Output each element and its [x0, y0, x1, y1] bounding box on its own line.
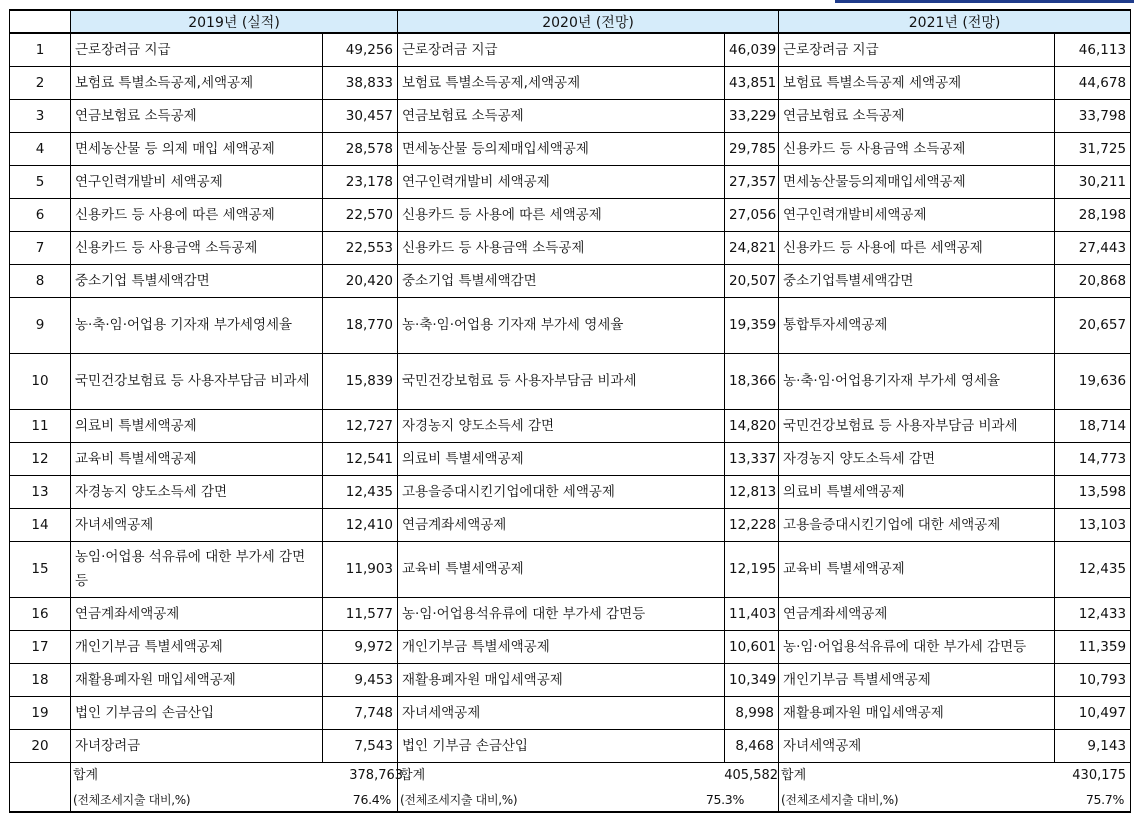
item-value-2021: 20,868 — [1055, 264, 1131, 297]
rank-cell: 10 — [10, 353, 71, 409]
table-row — [10, 729, 1131, 762]
item-value-2020: 12,195 — [725, 541, 779, 597]
total-value-2019: 378,763 — [349, 767, 404, 783]
item-value-2019: 9,972 — [323, 630, 398, 663]
item-value-2021: 28,198 — [1055, 198, 1131, 231]
item-value-2020: 8,468 — [725, 729, 779, 762]
ratio-label: (전체조세지출 대비,%) — [781, 792, 899, 807]
item-name-2019: 교육비 특별세액공제 — [71, 442, 323, 475]
item-value-2021: 14,773 — [1055, 442, 1131, 475]
item-value-2019: 20,420 — [323, 264, 398, 297]
rank-cell: 14 — [10, 508, 71, 541]
item-value-2020: 12,228 — [725, 508, 779, 541]
item-name-2020: 국민건강보험료 등 사용자부담금 비과세 — [398, 353, 725, 409]
item-value-2021: 33,798 — [1055, 99, 1131, 132]
item-value-2019: 12,435 — [323, 475, 398, 508]
item-name-2020: 법인 기부금 손금산입 — [398, 729, 725, 762]
item-name-2019: 연구인력개발비 세액공제 — [71, 165, 323, 198]
item-name-2019: 국민건강보험료 등 사용자부담금 비과세 — [71, 353, 323, 409]
rank-cell: 8 — [10, 264, 71, 297]
item-name-2019: 개인기부금 특별세액공제 — [71, 630, 323, 663]
item-value-2021: 11,359 — [1055, 630, 1131, 663]
item-value-2020: 43,851 — [725, 66, 779, 99]
item-value-2020: 24,821 — [725, 231, 779, 264]
item-name-2020: 개인기부금 특별세액공제 — [398, 630, 725, 663]
item-value-2020: 14,820 — [725, 409, 779, 442]
table-row — [10, 442, 1131, 475]
table-row — [10, 297, 1131, 353]
totals-label: 합계 — [400, 767, 426, 783]
rank-cell: 12 — [10, 442, 71, 475]
totals-row — [10, 762, 1131, 812]
rank-cell: 19 — [10, 696, 71, 729]
table-row — [10, 409, 1131, 442]
item-name-2019: 연금보험료 소득공제 — [71, 99, 323, 132]
item-name-2020: 의료비 특별세액공제 — [398, 442, 725, 475]
item-name-2021: 중소기업특별세액감면 — [779, 264, 1055, 297]
item-name-2019: 면세농산물 등 의제 매입 세액공제 — [71, 132, 323, 165]
item-value-2020: 8,998 — [725, 696, 779, 729]
item-name-2021: 국민건강보험료 등 사용자부담금 비과세 — [779, 409, 1055, 442]
item-name-2021: 교육비 특별세액공제 — [779, 541, 1055, 597]
item-name-2020: 근로장려금 지급 — [398, 33, 725, 66]
item-value-2019: 38,833 — [323, 66, 398, 99]
item-name-2019: 농임·어업용 석유류에 대한 부가세 감면등 — [71, 541, 323, 597]
rank-cell: 18 — [10, 663, 71, 696]
header-2020: 2020년 (전망) — [398, 10, 779, 33]
total-value-2021: 430,175 — [1072, 767, 1127, 783]
ratio-label: (전체조세지출 대비,%) — [400, 792, 518, 807]
rank-cell: 2 — [10, 66, 71, 99]
item-value-2020: 11,403 — [725, 597, 779, 630]
item-value-2020: 13,337 — [725, 442, 779, 475]
header-row — [10, 10, 1131, 33]
item-value-2019: 7,748 — [323, 696, 398, 729]
item-name-2020: 자경농지 양도소득세 감면 — [398, 409, 725, 442]
table-row — [10, 66, 1131, 99]
item-name-2020: 연금계좌세액공제 — [398, 508, 725, 541]
item-value-2019: 22,570 — [323, 198, 398, 231]
item-name-2020: 고용을증대시킨기업에대한 세액공제 — [398, 475, 725, 508]
item-name-2021: 개인기부금 특별세액공제 — [779, 663, 1055, 696]
table-row — [10, 264, 1131, 297]
item-name-2019: 법인 기부금의 손금산입 — [71, 696, 323, 729]
table-row — [10, 541, 1131, 597]
item-value-2021: 10,793 — [1055, 663, 1131, 696]
rank-cell: 4 — [10, 132, 71, 165]
rank-cell: 20 — [10, 729, 71, 762]
item-value-2021: 9,143 — [1055, 729, 1131, 762]
rank-cell: 17 — [10, 630, 71, 663]
item-name-2021: 보험료 특별소득공제 세액공제 — [779, 66, 1055, 99]
item-name-2020: 보험료 특별소득공제,세액공제 — [398, 66, 725, 99]
ratio-value-2019: 76.4% — [352, 791, 392, 807]
tax-expenditure-ranking-table — [9, 9, 1131, 813]
item-name-2021: 농·임·어업용석유류에 대한 부가세 감면등 — [779, 630, 1055, 663]
rank-cell: 3 — [10, 99, 71, 132]
item-value-2019: 12,410 — [323, 508, 398, 541]
table-row — [10, 508, 1131, 541]
item-value-2019: 18,770 — [323, 297, 398, 353]
ratio-value-2021: 75.7% — [1085, 791, 1125, 807]
item-name-2019: 중소기업 특별세액감면 — [71, 264, 323, 297]
item-name-2021: 연구인력개발비세액공제 — [779, 198, 1055, 231]
item-value-2020: 12,813 — [725, 475, 779, 508]
table-row — [10, 165, 1131, 198]
item-value-2019: 9,453 — [323, 663, 398, 696]
item-name-2019: 자녀장려금 — [71, 729, 323, 762]
item-name-2020: 재활용폐자원 매입세액공제 — [398, 663, 725, 696]
rank-cell: 7 — [10, 231, 71, 264]
item-name-2020: 농·축·임·어업용 기자재 부가세 영세율 — [398, 297, 725, 353]
item-value-2020: 10,349 — [725, 663, 779, 696]
item-value-2020: 46,039 — [725, 33, 779, 66]
item-value-2021: 20,657 — [1055, 297, 1131, 353]
totals-label: 합계 — [73, 767, 99, 783]
item-value-2021: 44,678 — [1055, 66, 1131, 99]
item-name-2020: 연구인력개발비 세액공제 — [398, 165, 725, 198]
item-name-2021: 농·축·임·어업용기자재 부가세 영세율 — [779, 353, 1055, 409]
item-name-2019: 신용카드 등 사용금액 소득공제 — [71, 231, 323, 264]
item-name-2019: 신용카드 등 사용에 따른 세액공제 — [71, 198, 323, 231]
item-name-2021: 면세농산물등의제매입세액공제 — [779, 165, 1055, 198]
item-name-2019: 근로장려금 지급 — [71, 33, 323, 66]
rank-cell: 15 — [10, 541, 71, 597]
table-row — [10, 231, 1131, 264]
item-name-2020: 연금보험료 소득공제 — [398, 99, 725, 132]
item-name-2021: 재활용폐자원 매입세액공제 — [779, 696, 1055, 729]
item-name-2019: 재활용폐자원 매입세액공제 — [71, 663, 323, 696]
item-value-2020: 19,359 — [725, 297, 779, 353]
table-row — [10, 630, 1131, 663]
ratio-value-2020: 75.3% — [705, 791, 745, 807]
item-name-2019: 자경농지 양도소득세 감면 — [71, 475, 323, 508]
item-value-2021: 12,433 — [1055, 597, 1131, 630]
item-name-2021: 연금보험료 소득공제 — [779, 99, 1055, 132]
item-name-2020: 자녀세액공제 — [398, 696, 725, 729]
totals-2019 — [71, 762, 404, 812]
item-name-2021: 의료비 특별세액공제 — [779, 475, 1055, 508]
item-name-2020: 농·임·어업용석유류에 대한 부가세 감면등 — [398, 597, 725, 630]
item-name-2021: 신용카드 등 사용에 따른 세액공제 — [779, 231, 1055, 264]
table-row — [10, 132, 1131, 165]
item-value-2019: 23,178 — [323, 165, 398, 198]
table-row — [10, 696, 1131, 729]
item-value-2019: 15,839 — [323, 353, 398, 409]
rank-cell: 9 — [10, 297, 71, 353]
item-name-2019: 보험료 특별소득공제,세액공제 — [71, 66, 323, 99]
item-value-2020: 33,229 — [725, 99, 779, 132]
item-value-2021: 19,636 — [1055, 353, 1131, 409]
item-name-2019: 농·축·임·어업용 기자재 부가세영세율 — [71, 297, 323, 353]
total-value-2020: 405,582 — [724, 767, 779, 783]
item-value-2020: 20,507 — [725, 264, 779, 297]
item-value-2021: 12,435 — [1055, 541, 1131, 597]
item-value-2019: 30,457 — [323, 99, 398, 132]
rank-cell: 6 — [10, 198, 71, 231]
rank-cell: 13 — [10, 475, 71, 508]
rank-cell: 11 — [10, 409, 71, 442]
item-name-2021: 통합투자세액공제 — [779, 297, 1055, 353]
item-value-2021: 46,113 — [1055, 33, 1131, 66]
item-value-2019: 49,256 — [323, 33, 398, 66]
totals-2020 — [398, 762, 779, 812]
item-value-2019: 11,903 — [323, 541, 398, 597]
table-row — [10, 353, 1131, 409]
item-name-2021: 자녀세액공제 — [779, 729, 1055, 762]
item-value-2019: 7,543 — [323, 729, 398, 762]
item-value-2021: 18,714 — [1055, 409, 1131, 442]
rank-cell: 5 — [10, 165, 71, 198]
item-name-2020: 교육비 특별세액공제 — [398, 541, 725, 597]
header-rank-blank — [10, 10, 71, 33]
item-name-2021: 근로장려금 지급 — [779, 33, 1055, 66]
top-accent-bar — [835, 0, 1134, 3]
item-value-2020: 27,056 — [725, 198, 779, 231]
item-name-2020: 면세농산물 등의제매입세액공제 — [398, 132, 725, 165]
item-name-2021: 고용을증대시킨기업에 대한 세액공제 — [779, 508, 1055, 541]
totals-rank-blank — [10, 762, 71, 812]
item-value-2019: 11,577 — [323, 597, 398, 630]
item-name-2019: 자녀세액공제 — [71, 508, 323, 541]
rank-cell: 1 — [10, 33, 71, 66]
totals-label: 합계 — [781, 767, 807, 783]
item-value-2019: 12,541 — [323, 442, 398, 475]
item-name-2021: 신용카드 등 사용금액 소득공제 — [779, 132, 1055, 165]
item-name-2020: 신용카드 등 사용금액 소득공제 — [398, 231, 725, 264]
table-row — [10, 99, 1131, 132]
item-value-2021: 10,497 — [1055, 696, 1131, 729]
item-name-2021: 연금계좌세액공제 — [779, 597, 1055, 630]
item-value-2021: 27,443 — [1055, 231, 1131, 264]
item-value-2019: 22,553 — [323, 231, 398, 264]
item-value-2021: 13,103 — [1055, 508, 1131, 541]
item-value-2020: 27,357 — [725, 165, 779, 198]
item-value-2019: 12,727 — [323, 409, 398, 442]
item-name-2021: 자경농지 양도소득세 감면 — [779, 442, 1055, 475]
table-row — [10, 198, 1131, 231]
item-value-2020: 29,785 — [725, 132, 779, 165]
item-name-2019: 연금계좌세액공제 — [71, 597, 323, 630]
item-name-2020: 신용카드 등 사용에 따른 세액공제 — [398, 198, 725, 231]
totals-2021 — [779, 762, 1131, 812]
table-row — [10, 33, 1131, 66]
ratio-label: (전체조세지출 대비,%) — [73, 792, 191, 807]
item-value-2020: 10,601 — [725, 630, 779, 663]
item-name-2019: 의료비 특별세액공제 — [71, 409, 323, 442]
item-value-2019: 28,578 — [323, 132, 398, 165]
table-row — [10, 597, 1131, 630]
item-value-2020: 18,366 — [725, 353, 779, 409]
header-2019: 2019년 (실적) — [71, 10, 398, 33]
table-row — [10, 663, 1131, 696]
item-value-2021: 13,598 — [1055, 475, 1131, 508]
header-2021: 2021년 (전망) — [779, 10, 1131, 33]
item-name-2020: 중소기업 특별세액감면 — [398, 264, 725, 297]
item-value-2021: 31,725 — [1055, 132, 1131, 165]
table-row — [10, 475, 1131, 508]
rank-cell: 16 — [10, 597, 71, 630]
item-value-2021: 30,211 — [1055, 165, 1131, 198]
